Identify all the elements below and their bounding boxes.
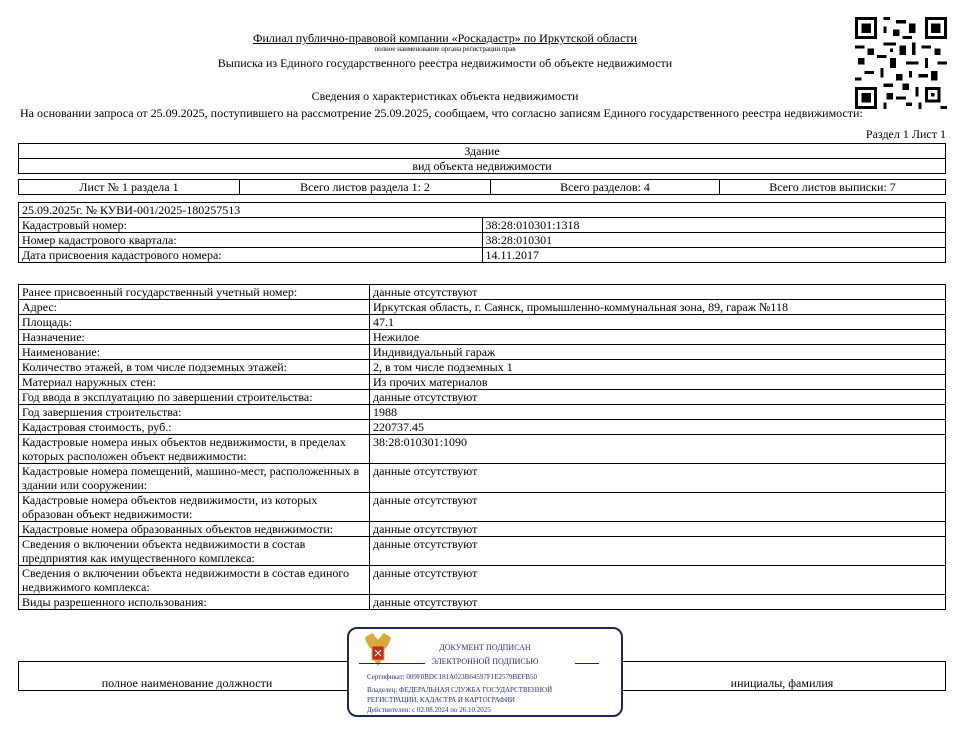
object-type: Здание [19,144,946,159]
row-value: данные отсутствуют [370,595,946,610]
row-value: 2, в том числе подземных 1 [370,360,946,375]
object-type-caption: вид объекта недвижимости [19,159,946,174]
row-label: Год ввода в эксплуатацию по завершении строительства: [19,390,370,405]
row-value: Нежилое [370,330,946,345]
table-row [19,405,946,420]
row-value: 220737.45 [370,420,946,435]
table-row [19,595,946,610]
row-label: Дата присвоения кадастрового номера: [19,248,483,263]
row-label: Сведения о включении объекта недвижимости в состав предприятия как имущественного комплекса: [19,537,370,566]
stamp-line-1: ДОКУМЕНТ ПОДПИСАН [439,643,531,652]
table-row [19,360,946,375]
table-row [19,330,946,345]
certificate-owner-2: РЕГИСТРАЦИИ, КАДАСТРА И КАРТОГРАФИИ [367,696,515,704]
row-value: данные отсутствуют [370,566,946,595]
row-value: 47.1 [370,315,946,330]
organization-name: Филиал публично-правовой компании «Роскадастр» по Иркутской области [253,31,637,45]
row-label: Виды разрешенного использования: [19,595,370,610]
registration-table [18,202,946,263]
row-value: данные отсутствуют [370,390,946,405]
row-label: Назначение: [19,330,370,345]
row-value: данные отсутствуют [370,522,946,537]
row-value: данные отсутствуют [370,537,946,566]
sheets-table [18,179,946,195]
stamp-rule-right [575,663,599,664]
table-row [19,233,946,248]
table-row [19,315,946,330]
table-row [19,566,946,595]
object-type-table [18,143,946,174]
characteristics-table [18,284,946,610]
row-value: данные отсутствуют [370,464,946,493]
row-value: Из прочих материалов [370,375,946,390]
certificate-validity: Действителен: с 02.08.2024 по 26.10.2025 [367,706,491,714]
row-label: Кадастровая стоимость, руб.: [19,420,370,435]
sheets-in-section: Всего листов раздела 1: 2 [240,180,491,195]
row-label: Кадастровые номера объектов недвижимости, из которых образован объект недвижимости: [19,493,370,522]
table-row [19,345,946,360]
e-signature-stamp [347,627,623,717]
row-value: Иркутская область, г. Саянск, промышленно-коммунальная зона, 89, гараж №118 [370,300,946,315]
table-row [19,464,946,493]
row-label: Кадастровые номера иных объектов недвижимости, в пределах которых расположен объект недвижимости: [19,435,370,464]
table-row [19,300,946,315]
row-value: 38:28:010301 [482,233,946,248]
stamp-line-2: ЭЛЕКТРОННОЙ ПОДПИСЬЮ [431,657,539,666]
row-label: Кадастровый номер: [19,218,483,233]
row-label: Номер кадастрового квартала: [19,233,483,248]
row-value: 38:28:010301:1090 [370,435,946,464]
sheets-total: Всего листов выписки: 7 [720,180,946,195]
organization-caption: полное наименование органа регистрации прав [374,45,516,53]
table-row [19,435,946,464]
position-caption: полное наименование должности [19,662,356,691]
row-label: Год завершения строительства: [19,405,370,420]
row-value: 14.11.2017 [482,248,946,263]
sections-total: Всего разделов: 4 [491,180,720,195]
row-value: 1988 [370,405,946,420]
name-caption: инициалы, фамилия [619,662,946,691]
row-label: Площадь: [19,315,370,330]
table-row [19,493,946,522]
row-label: Материал наружных стен: [19,375,370,390]
sheet-number: Лист № 1 раздела 1 [19,180,240,195]
row-label: Адрес: [19,300,370,315]
table-row [19,285,946,300]
table-row [19,420,946,435]
stamp-line-2-wrapper [349,657,621,666]
row-label: Наименование: [19,345,370,360]
section-title: Сведения о характеристиках объекта недвижимости [311,89,579,103]
row-value: 38:28:010301:1318 [482,218,946,233]
row-label: Кадастровые номера помещений, машино-мест, расположенных в здании или сооружении: [19,464,370,493]
table-row [19,537,946,566]
certificate-number: Сертификат: 009F0BDC181A023B64597F1E2579BEFB50 [367,673,538,681]
page-indicator: Раздел 1 Лист 1 [865,127,946,141]
table-row [19,248,946,263]
row-label: Сведения о включении объекта недвижимости в состав единого недвижимого комплекса: [19,566,370,595]
table-row [19,522,946,537]
row-value: данные отсутствуют [370,285,946,300]
certificate-owner-1: Владелец: ФЕДЕРАЛЬНАЯ СЛУЖБА ГОСУДАРСТВЕННОЙ [367,686,553,694]
row-label: Количество этажей, в том числе подземных этажей: [19,360,370,375]
document-title: Выписка из Единого государственного реестра недвижимости об объекте недвижимости [217,56,673,70]
row-value: Индивидуальный гараж [370,345,946,360]
table-row [19,375,946,390]
row-value: данные отсутствуют [370,493,946,522]
basis-text: На основании запроса от 25.09.2025, поступившего на рассмотрение 25.09.2025, сообщаем, что согласно записям Единого государственного реестра недвижимости: [20,106,863,120]
table-row [19,390,946,405]
stamp-rule-left [359,663,425,664]
table-row [19,218,946,233]
row-label: Кадастровые номера образованных объектов недвижимости: [19,522,370,537]
request-date-number: 25.09.2025г. № КУВИ-001/2025-180257513 [19,203,946,218]
row-label: Ранее присвоенный государственный учетный номер: [19,285,370,300]
